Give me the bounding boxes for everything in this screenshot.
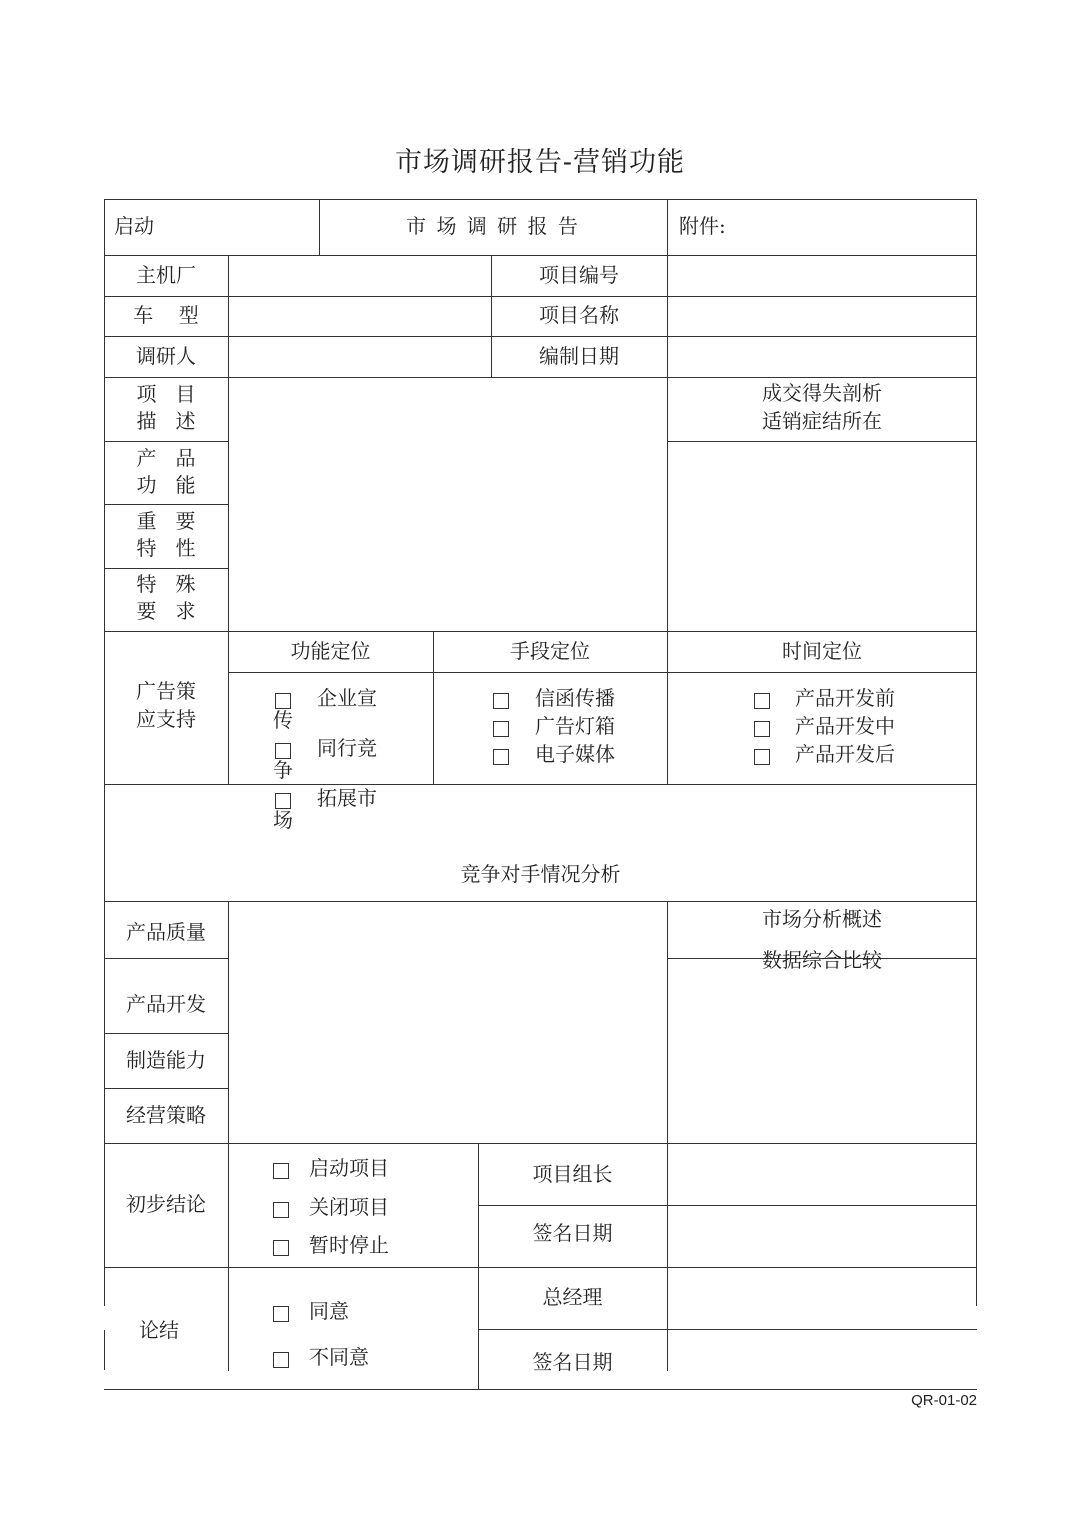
option-expand-market-wrap: 场 bbox=[273, 808, 293, 832]
page-title: 市场调研报告-营销功能 bbox=[394, 147, 686, 178]
option-disagree-label: 不同意 bbox=[309, 1345, 369, 1369]
option-pause-label: 暂时停止 bbox=[309, 1233, 389, 1257]
prepared-date-label: 编制日期 bbox=[539, 344, 619, 368]
business-strategy-label: 经营策略 bbox=[126, 1103, 206, 1127]
option-close-project-label: 关闭项目 bbox=[309, 1195, 389, 1219]
option-lightbox-checkbox[interactable] bbox=[493, 718, 509, 737]
start-label: 启动 bbox=[114, 214, 154, 238]
option-letter-label: 信函传播 bbox=[535, 686, 615, 710]
model-label: 车 型 bbox=[133, 303, 199, 327]
data-comparison-label: 数据综合比较 bbox=[762, 948, 882, 972]
option-agree-checkbox[interactable] bbox=[273, 1303, 289, 1322]
time-position-header: 时间定位 bbox=[782, 639, 862, 663]
option-start-project-checkbox[interactable] bbox=[273, 1160, 289, 1179]
option-peer-competition-wrap: 争 bbox=[273, 758, 293, 782]
option-agree-label: 同意 bbox=[309, 1299, 349, 1323]
competitor-analysis-title: 竞争对手情况分析 bbox=[460, 862, 621, 886]
desc-important-line2: 特 性 bbox=[136, 536, 196, 560]
option-before-dev-label: 产品开发前 bbox=[795, 686, 895, 710]
option-lightbox-label: 广告灯箱 bbox=[535, 714, 615, 738]
market-crux-label: 适销症结所在 bbox=[762, 409, 882, 433]
option-during-dev-checkbox[interactable] bbox=[754, 718, 770, 737]
option-during-dev-label: 产品开发中 bbox=[795, 714, 895, 738]
market-analysis-label: 市场分析概述 bbox=[762, 907, 882, 931]
preliminary-conclusion-label: 初步结论 bbox=[126, 1192, 206, 1216]
product-development-label: 产品开发 bbox=[126, 992, 206, 1016]
ad-support-line1: 广告策 bbox=[136, 679, 196, 703]
attachment-label: 附件: bbox=[679, 214, 726, 238]
option-corporate-promo-label: 企业宣 bbox=[317, 686, 377, 710]
desc-important-line1: 重 要 bbox=[136, 509, 196, 533]
option-after-dev-label: 产品开发后 bbox=[795, 742, 895, 766]
ad-support-line2: 应支持 bbox=[136, 707, 196, 731]
project-name-label: 项目名称 bbox=[539, 303, 619, 327]
researcher-label: 调研人 bbox=[136, 344, 196, 368]
manufacturing-capacity-label: 制造能力 bbox=[126, 1048, 206, 1072]
option-start-project-label: 启动项目 bbox=[309, 1156, 389, 1180]
means-position-header: 手段定位 bbox=[510, 639, 590, 663]
option-peer-competition-label: 同行竞 bbox=[317, 736, 377, 760]
option-pause-checkbox[interactable] bbox=[273, 1237, 289, 1256]
desc-project-line2: 描 述 bbox=[136, 409, 196, 433]
desc-special-line1: 特 殊 bbox=[136, 572, 196, 596]
desc-product-line1: 产 品 bbox=[136, 446, 196, 470]
option-electronic-media-checkbox[interactable] bbox=[493, 746, 509, 765]
option-close-project-checkbox[interactable] bbox=[273, 1199, 289, 1218]
leader-sign-date-label: 签名日期 bbox=[532, 1221, 613, 1245]
oem-label: 主机厂 bbox=[136, 263, 196, 287]
gm-sign-date-label: 签名日期 bbox=[532, 1350, 613, 1374]
desc-project-line1: 项 目 bbox=[136, 382, 196, 406]
option-before-dev-checkbox[interactable] bbox=[754, 690, 770, 709]
option-corporate-promo-wrap: 传 bbox=[273, 708, 293, 732]
general-manager-label: 总经理 bbox=[542, 1285, 603, 1309]
desc-special-line2: 要 求 bbox=[136, 599, 196, 623]
project-no-label: 项目编号 bbox=[539, 263, 619, 287]
option-after-dev-checkbox[interactable] bbox=[754, 746, 770, 765]
option-electronic-media-label: 电子媒体 bbox=[535, 742, 615, 766]
final-conclusion-label: 论结 bbox=[139, 1318, 179, 1342]
desc-product-line2: 功 能 bbox=[136, 473, 196, 497]
report-label: 市 场 调 研 报 告 bbox=[406, 214, 580, 238]
deal-analysis-label: 成交得失剖析 bbox=[762, 381, 882, 405]
option-expand-market-label: 拓展市 bbox=[317, 786, 377, 810]
project-leader-label: 项目组长 bbox=[532, 1162, 613, 1186]
option-letter-checkbox[interactable] bbox=[493, 690, 509, 709]
form-code: QR-01-02 bbox=[911, 1392, 977, 1409]
function-position-header: 功能定位 bbox=[290, 639, 371, 663]
product-quality-label: 产品质量 bbox=[126, 920, 206, 944]
option-disagree-checkbox[interactable] bbox=[273, 1349, 289, 1368]
